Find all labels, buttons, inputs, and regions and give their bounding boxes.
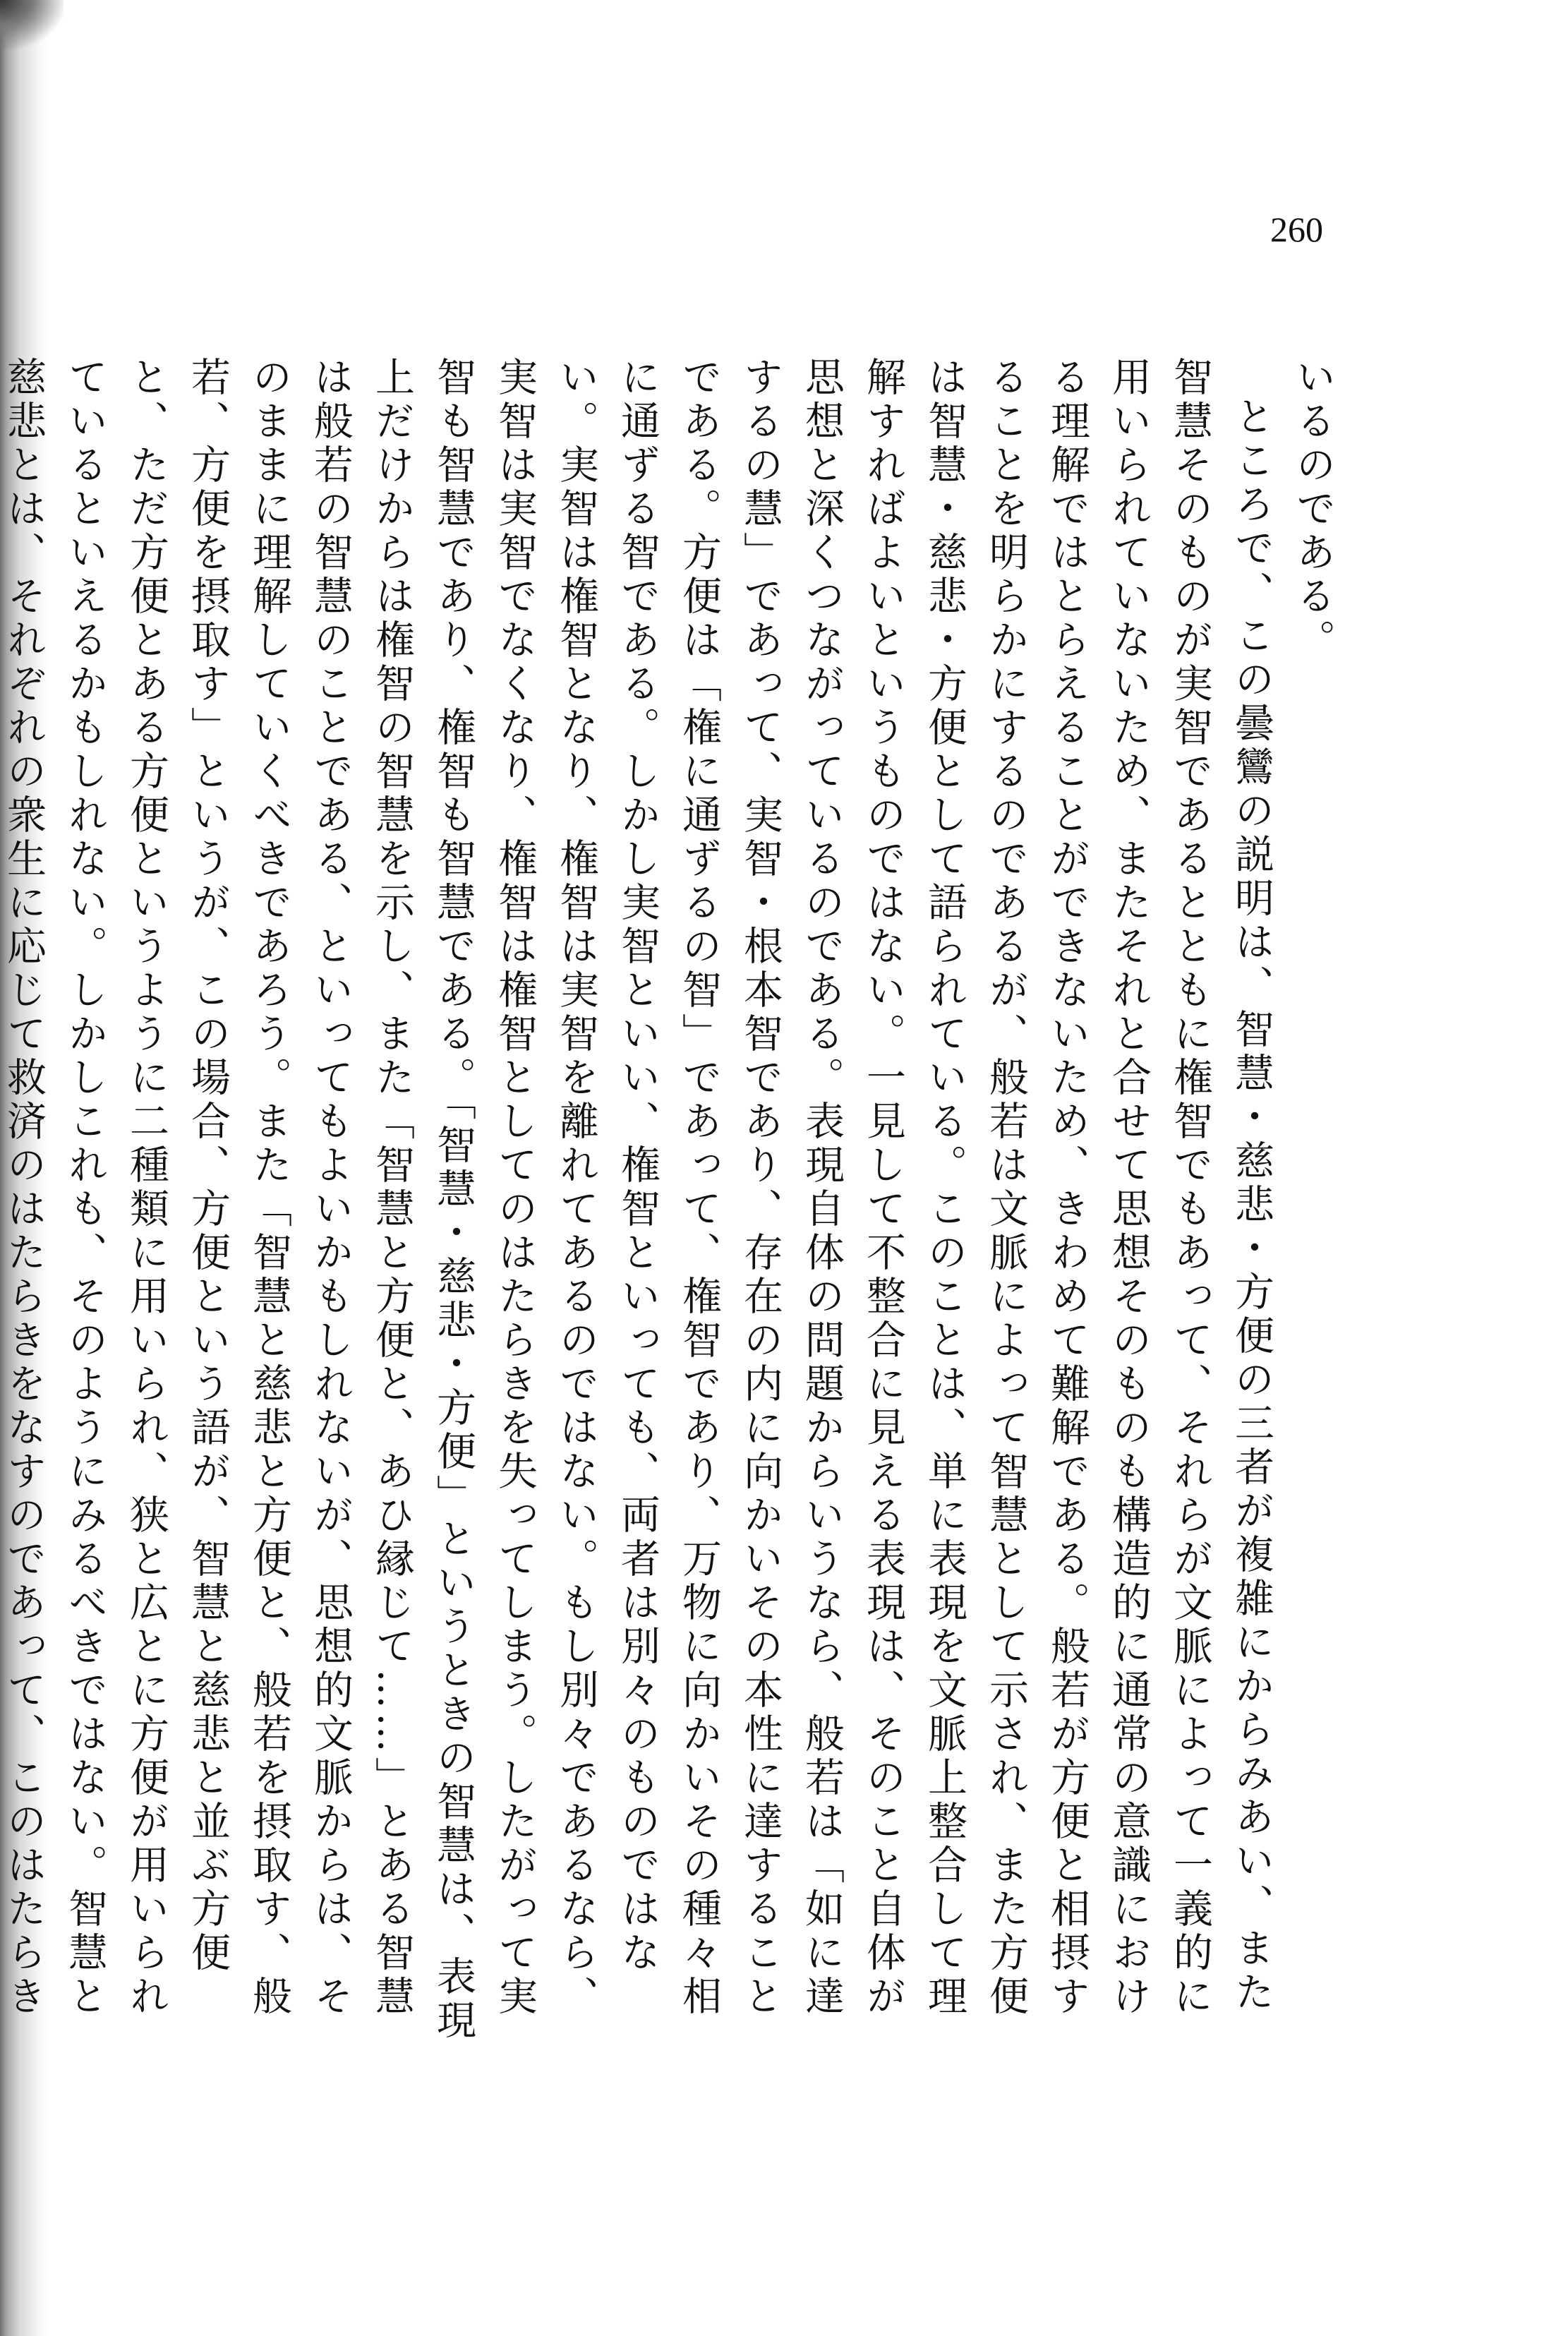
- body-text: [1, 356, 1344, 2057]
- page-number: 260: [1270, 210, 1323, 249]
- paragraph-continuation: いるのである。: [1290, 356, 1336, 663]
- page-corner-shadow: [0, 0, 64, 49]
- paragraph-main: ところで、この曇鸞の説明は、智慧・慈悲・方便の三者が複雑にからみあい、また智慧そのものが実智であるとともに権智でもあって、それらが文脈によって一義的に用いられていないため、またそれと合せて思想そのものも構造的に通常の意識における理解ではとらえることができないため、きわめて難解である。般若が方便と相摂することを明らかにするのであるが、般若は文脈によって智慧として示され、また方便は智慧・慈悲・方便として語られている。このことは、単に表現を文脈上整合して理解すればよいというものではない。一見して不整合に見える表現は、そのこと自体が思想と深くつながっているのである。表現自体の問題からいうなら、般若は「如に達するの慧」であって、実智・根本智であり、存在の内に向かいその本性に達することである。方便は「権に通ずるの智」であって、権智であり、万物に向かいその種々相に通ずる智である。しかし実智といい、権智といっても、両者は別々のものではない。実智は権智となり、権智は実智を離れてあるのではない。もし別々であるなら、実智は実智でなくなり、権智は権智としてのはたらきを失ってしまう。したがって実智も智慧であり、権智も智慧である。「智慧・慈悲・方便」というときの智慧は、表現上だけからは権智の智慧を示し、また「智慧と方便と、あひ縁じて……」とある智慧は般若の智慧のことである、といってもよいかもしれないが、思想的文脈からは、そのままに理解していくべきであろう。また「智慧と慈悲と方便と、般若を摂取す、般若、方便を摂取す」というが、この場合、方便という語が、智慧と慈悲と並ぶ方便と、ただ方便とある方便というように二種類に用いられ、狭と広とに方便が用いられているといえるかもしれない。しかしこれも、そのようにみるべきではない。智慧と慈悲とは、それぞれの衆生に応じて救済のはたらきをなすのであって、このはたらき: [1, 356, 1274, 2043]
